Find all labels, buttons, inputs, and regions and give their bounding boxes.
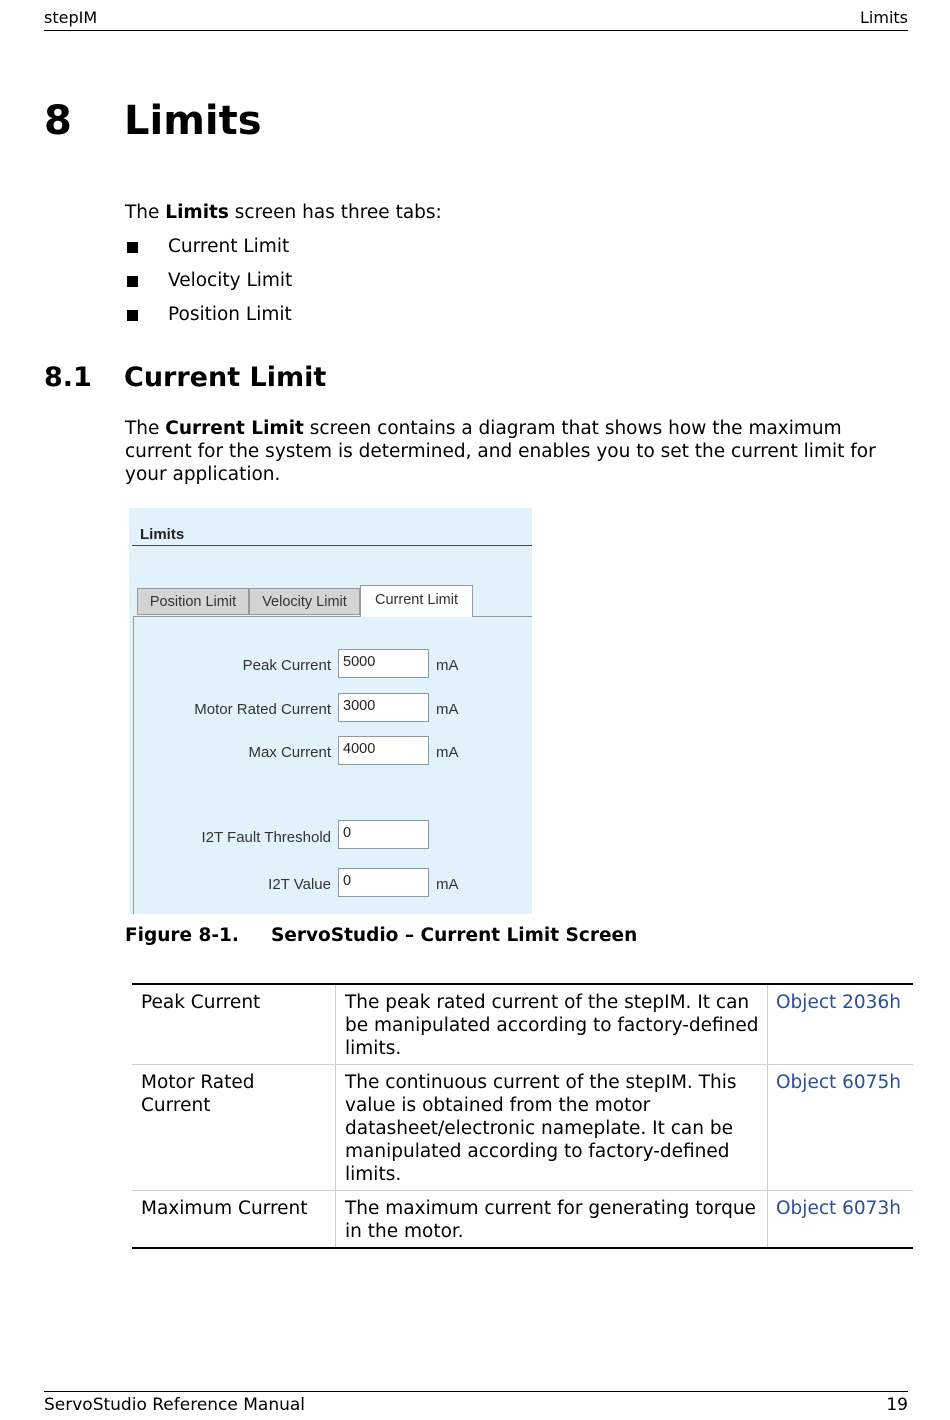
section-text-post: screen contains a diagram that shows how the maximum current for the system is determined, and enables you to set the current limit for your application.	[125, 418, 876, 485]
motor-rated-current-label: Motor Rated Current	[194, 701, 331, 718]
i2t-fault-threshold-label: I2T Fault Threshold	[201, 829, 331, 846]
list-item-label: Position Limit	[168, 304, 292, 325]
i2t-value-unit: mA	[436, 876, 459, 893]
table-row	[132, 1191, 913, 1249]
max-current-unit: mA	[436, 744, 459, 761]
tab-current-limit[interactable]: Current Limit	[360, 585, 473, 617]
running-footer	[44, 1391, 908, 1416]
peak-current-input[interactable]: 5000	[338, 649, 429, 678]
footer-manual-title: ServoStudio Reference Manual	[44, 1395, 306, 1415]
intro-text-bold: Limits	[165, 202, 229, 223]
section-text-bold: Current Limit	[165, 418, 304, 439]
intro-text-post: screen has three tabs:	[228, 202, 442, 223]
max-current-input[interactable]: 4000	[338, 736, 429, 765]
bullet-square-icon	[127, 276, 138, 287]
tab-position-limit[interactable]: Position Limit	[137, 588, 249, 615]
chapter-number: 8	[44, 98, 72, 144]
section-title: Current Limit	[124, 362, 327, 393]
tab-panel	[133, 616, 532, 914]
param-description: The continuous current of the stepIM. This value is obtained from the motor datasheet/electronic nameplate. It can be manipulated according to factory-defined limits.	[336, 1065, 768, 1191]
parameter-table	[132, 983, 913, 1249]
section-text-pre: The	[125, 418, 166, 439]
bullet-square-icon	[127, 310, 138, 321]
section-number: 8.1	[44, 362, 92, 393]
motor-rated-current-unit: mA	[436, 701, 459, 718]
param-object-link[interactable]: Object 6073h	[776, 1198, 901, 1219]
param-object-link[interactable]: Object 6075h	[776, 1072, 901, 1093]
max-current-label: Max Current	[248, 744, 331, 761]
intro-text-pre: The	[125, 202, 166, 223]
list-item-label: Current Limit	[168, 236, 290, 257]
i2t-value-input[interactable]: 0	[338, 868, 429, 897]
intro-paragraph	[125, 201, 910, 224]
param-name: Maximum Current	[132, 1191, 336, 1249]
table-row	[132, 1065, 913, 1191]
tab-velocity-limit[interactable]: Velocity Limit	[249, 588, 360, 615]
header-chapter: Limits	[860, 8, 908, 27]
peak-current-unit: mA	[436, 657, 459, 674]
chapter-title: Limits	[124, 98, 262, 144]
param-description: The peak rated current of the stepIM. It can be manipulated according to factory-defined limits.	[336, 984, 768, 1065]
figure-caption	[125, 925, 638, 946]
param-object-link[interactable]: Object 2036h	[776, 992, 901, 1013]
i2t-value-label: I2T Value	[268, 876, 331, 893]
figure-title: ServoStudio – Current Limit Screen	[271, 925, 638, 946]
param-name: Motor Rated Current	[132, 1065, 336, 1191]
param-name: Peak Current	[132, 984, 336, 1065]
current-limit-screenshot	[129, 508, 532, 914]
bullet-square-icon	[127, 242, 138, 253]
param-description: The maximum current for generating torque in the motor.	[336, 1191, 768, 1249]
section-paragraph	[125, 417, 910, 486]
list-item-label: Velocity Limit	[168, 270, 293, 291]
motor-rated-current-input[interactable]: 3000	[338, 693, 429, 722]
running-header	[44, 6, 908, 31]
header-product: stepIM	[44, 8, 98, 27]
table-row	[132, 984, 913, 1065]
figure-number: Figure 8-1.	[125, 925, 239, 946]
peak-current-label: Peak Current	[242, 657, 331, 674]
page-number: 19	[886, 1395, 908, 1415]
screenshot-title: Limits	[140, 526, 185, 543]
title-divider	[132, 545, 532, 546]
i2t-fault-threshold-input[interactable]: 0	[338, 820, 429, 849]
